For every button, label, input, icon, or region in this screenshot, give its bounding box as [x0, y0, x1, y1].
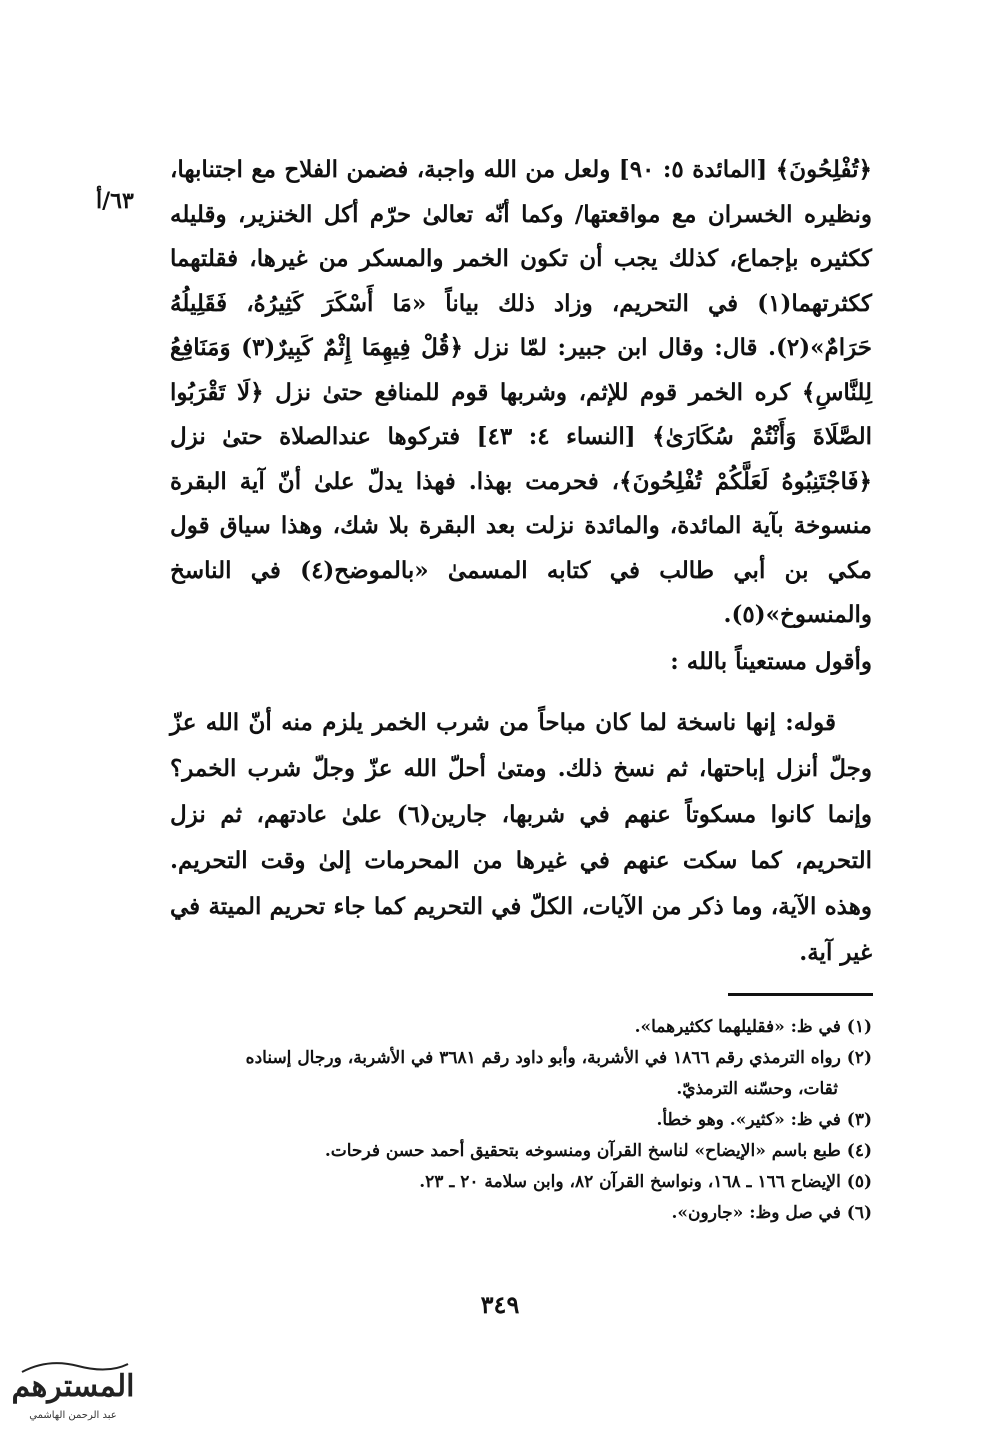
margin-folio-note: ٦٣/أ [96, 188, 134, 214]
footnote-item [170, 1043, 872, 1105]
footnote-continuation: ثقات، وحسّنه الترمذيّ. [676, 1079, 838, 1099]
footnote-item [170, 1012, 872, 1043]
footnotes [170, 1012, 872, 1229]
watermark-logo [8, 1352, 138, 1430]
footnote-item [170, 1167, 872, 1198]
footnote-text: في ظ: «كثير». وهو خطأ. [656, 1110, 841, 1130]
footnote-text: رواه الترمذي رقم ١٨٦٦ في الأشربة، وأبو داود رقم ٣٦٨١ في الأشربة، ورجال إسناده [245, 1048, 841, 1068]
main-text-block [170, 148, 872, 638]
footnote-text: في ظ: «فقليلهما ككثيرهما». [634, 1017, 841, 1037]
footnote-text: في صل وظ: «جارون». [671, 1203, 841, 1223]
paragraph-1: ﴿تُفْلِحُونَ﴾ [المائدة ٥: ٩٠] ولعل من الله واجبة، فضمن الفلاح مع اجتنابها، ونظيره الخسران مع مواقعتها/ وكما أنّه تعالىٰ حرّم أكل الخنزير، وقليله ككثيره بإجماع، كذلك يجب أن تكون الخمر والمسكر من غيرها، فقلتهما ككثرتهما(١) في التحريم، وزاد ذلك بياناً «مَا أَسْكَرَ كَثِيرُهُ، فَقَلِيلُهُ حَرَامٌ»(٢). قال: وقال ابن جبير: لمّا نزل ﴿قُلْ فِيهِمَا إِثْمٌ كَبِيرٌ(٣) وَمَنَافِعُ لِلنَّاسِ﴾ كره الخمر قوم للإثم، وشربها قوم للمنافع حتىٰ نزل ﴿لَا تَقْرَبُوا الصَّلَاةَ وَأَنْتُمْ سُكَارَىٰ﴾ [النساء ٤: ٤٣] فتركوها عندالصلاة حتىٰ نزل ﴿فَاجْتَنِبُوهُ لَعَلَّكُمْ تُفْلِحُونَ﴾، فحرمت بهذا. فهذا يدلّ علىٰ أنّ آية البقرة منسوخة بآية المائدة، والمائدة نزلت بعد البقرة بلا شك، وهذا سياق قول مكي بن أبي طالب في كتابه المسمىٰ «بالموضح(٤) في الناسخ والمنسوخ»(٥). [170, 156, 873, 628]
footnote-text: طبع باسم «الإيضاح» لناسخ القرآن ومنسوخه بتحقيق أحمد حسن فرحات. [324, 1141, 841, 1161]
footnote-separator [728, 993, 873, 996]
watermark-text: المسترهم [11, 1369, 135, 1404]
watermark-subtext: عبد الرحمن الهاشمي [29, 1410, 117, 1421]
section-heading: وأقول مستعيناً بالله : [670, 648, 872, 675]
paragraph-2: قوله: إنها ناسخة لما كان مباحاً من شرب الخمر يلزم منه أنّ الله عزّ وجلّ أنزل إباحتها، ثم نسخ ذلك. ومتىٰ أحلّ الله عزّ وجلّ شرب الخمر؟ وإنما كانوا مسكوتاً عنهم في شربها، جارين(٦) علىٰ عادتهم، ثم نزل التحريم، كما سكت عنهم في غيرها من المحرمات إلىٰ وقت التحريم. وهذه الآية، وما ذكر من الآيات، الكلّ في التحريم كما جاء تحريم الميتة في غير آية. [170, 709, 873, 966]
footnote-text: الإيضاح ١٦٦ ـ ١٦٨، ونواسخ القرآن ٨٢، وابن سلامة ٢٠ ـ ٢٣. [419, 1172, 841, 1192]
footnote-item [170, 1136, 872, 1167]
footnote-marker: (٢) [846, 1048, 872, 1068]
footnote-marker: (١) [846, 1017, 872, 1037]
footnote-marker: (٣) [846, 1110, 872, 1130]
footnote-item [170, 1198, 872, 1229]
footnote-marker: (٦) [846, 1203, 872, 1223]
footnote-item [170, 1105, 872, 1136]
footnote-marker: (٥) [846, 1172, 872, 1192]
footnote-marker: (٤) [846, 1141, 872, 1161]
page-number: ٣٤٩ [480, 1290, 520, 1319]
